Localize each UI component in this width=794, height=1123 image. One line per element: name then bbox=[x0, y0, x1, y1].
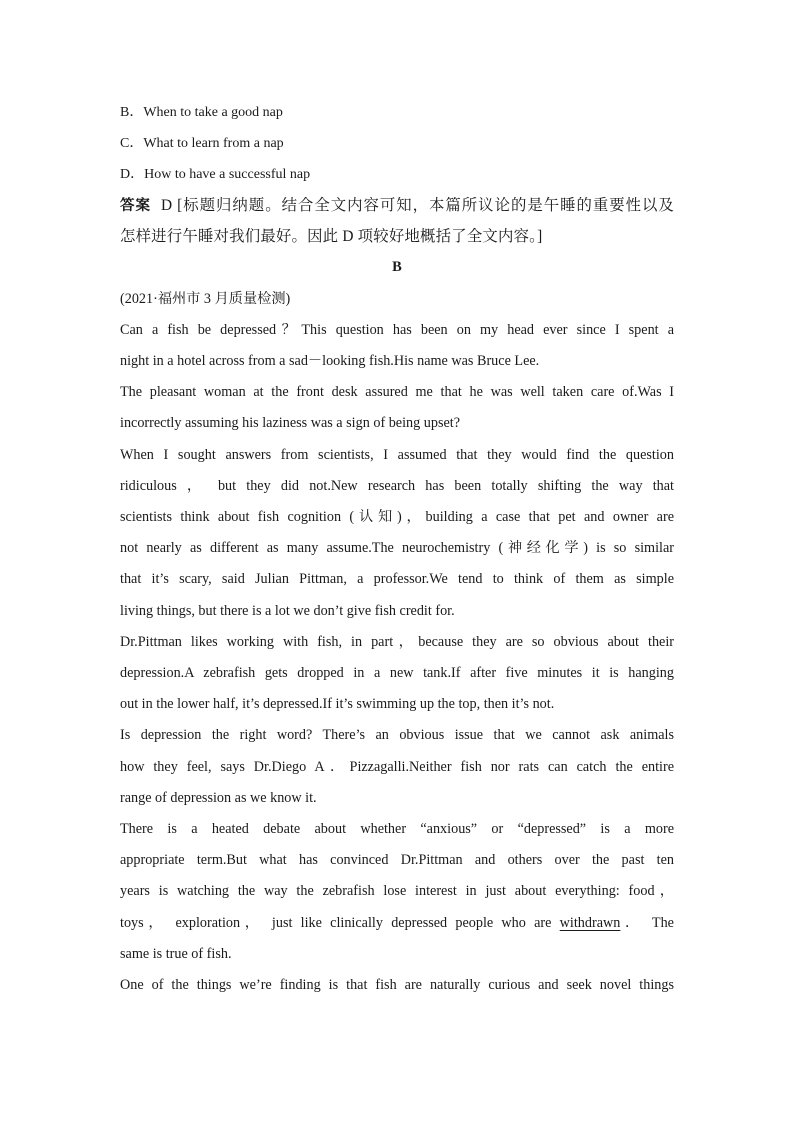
passage-line: not nearly as different as many assume.The neurochemistry (神经化学) is so similar bbox=[120, 540, 674, 556]
passage-line: Can a fish be depressed？This question has been on my head ever since I spent a bbox=[120, 322, 674, 338]
answer-line-1 bbox=[120, 190, 674, 221]
passage-line: incorrectly assuming his laziness was a sign of being upset? bbox=[120, 415, 461, 431]
passage-line: scientists think about fish cognition (认知)，building a case that pet and owner are bbox=[120, 509, 674, 525]
passage-line: When I sought answers from scientists, I assumed that they would find the question bbox=[120, 447, 674, 463]
passage-line: that it’s scary, said Julian Pittman, a professor.We tend to think of them as simple bbox=[120, 571, 674, 587]
source-line: (2021·福州市 3 月质量检测) bbox=[120, 291, 291, 307]
passage-line: Is depression the right word? There’s an obvious issue that we cannot ask animals bbox=[120, 727, 674, 743]
passage-line: night in a hotel across from a sad－looking fish.His name was Bruce Lee. bbox=[120, 353, 540, 369]
passage-line: same is true of fish. bbox=[120, 946, 232, 962]
passage-line: There is a heated debate about whether “anxious” or “depressed” is a more bbox=[120, 821, 674, 837]
passage-line: years is watching the way the zebrafish lose interest in just about everything: food， bbox=[120, 883, 674, 899]
passage-line: appropriate term.But what has convinced Dr.Pittman and others over the past ten bbox=[120, 852, 674, 868]
passage-line: The pleasant woman at the front desk assured me that he was well taken care of.Was I bbox=[120, 384, 674, 400]
passage-line: how they feel, says Dr.Diego A．Pizzagalli.Neither fish nor rats can catch the entire bbox=[120, 759, 674, 775]
answer-label: 答案 bbox=[120, 198, 151, 214]
passage-line: range of depression as we know it. bbox=[120, 790, 317, 806]
section-heading: B bbox=[392, 259, 402, 275]
answer-text: D [标题归纳题。结合全文内容可知，本篇所议论的是午睡的重要性以及 bbox=[161, 197, 674, 214]
answer-line-2: 怎样进行午睡对我们最好。因此 D 项较好地概括了全文内容。] bbox=[120, 228, 543, 245]
passage-line: depression.A zebrafish gets dropped in a new tank.If after five minutes it is hanging bbox=[120, 665, 674, 681]
option-c: C．What to learn from a nap bbox=[120, 136, 284, 151]
passage-line bbox=[120, 908, 674, 939]
option-d: D．How to have a successful nap bbox=[120, 167, 311, 182]
passage-line: One of the things we’re finding is that fish are naturally curious and seek novel things bbox=[120, 977, 674, 993]
underlined-word: withdrawn bbox=[559, 915, 621, 931]
passage-text: ． The bbox=[620, 915, 674, 931]
passage-text: toys， exploration， just like clinically depressed people who are bbox=[120, 915, 560, 931]
passage-line: ridiculous ， but they did not.New research has been totally shifting the way that bbox=[120, 478, 674, 494]
passage-line: living things, but there is a lot we don’t give fish credit for. bbox=[120, 603, 455, 619]
option-b: B．When to take a good nap bbox=[120, 105, 283, 120]
passage-line: Dr.Pittman likes working with fish, in part，because they are so obvious about their bbox=[120, 634, 674, 650]
passage-line: out in the lower half, it’s depressed.If it’s swimming up the top, then it’s not. bbox=[120, 696, 555, 712]
